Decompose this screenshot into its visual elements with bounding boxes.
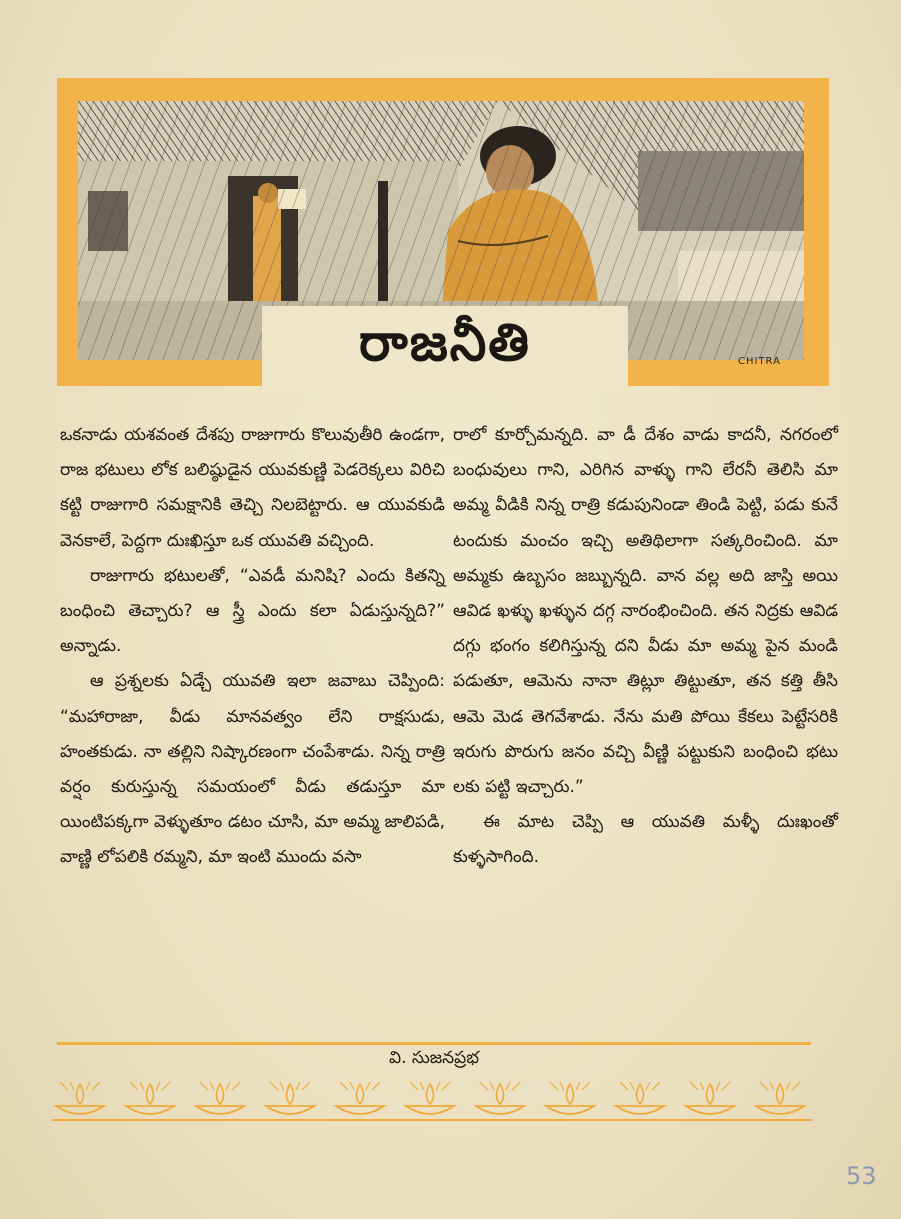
oil-lamp-icon <box>196 1082 244 1114</box>
page-number: 53 <box>846 1162 877 1190</box>
text-column-left <box>60 418 445 876</box>
paragraph: రాలో కూర్చోమన్నది. వా డీ దేశం వాడు కాదనీ, నగరంలో బంధువులు గాని, ఎరిగిన వాళ్ళు గాని లేరనీ తెలిసి మా అమ్మ వీడికి నిన్న రాత్రి కడుపునిండా తిండి పెట్టి, పడు కునే టందుకు మంచం ఇచ్చి అతిథిలాగా సత్కరించింది. మా అమ్మకు ఉబ్బసం జబ్బున్నది. వాన వల్ల అది జాస్తి అయి ఆవిడ ఖళ్ళు ఖళ్ళున దగ్గ నారంభించింది. తన నిద్రకు ఆవిడ దగ్గు భంగం కలిగిస్తున్న దని వీడు మా అమ్మ పైన మండి పడుతూ, ఆమెను నానా తిట్లూ తిట్టుతూ, తన కత్తి తీసి ఆమె మెడ తెగవేశాడు. నేను మతి పోయి కేకలు పెట్టేసరికి ఇరుగు పొరుగు జనం వచ్చి వీణ్ణి పట్టుకుని బంధించి భటు లకు పట్టి ఇచ్చారు.” <box>453 425 838 798</box>
oil-lamp-border <box>52 1076 812 1126</box>
paragraph: రాజుగారు భటులతో, “ఎవడీ మనిషి? ఎందు కితన్ని బంధించి తెచ్చారు? ఆ స్త్రీ ఎందు కలా ఏడుస్తున్నది?” అన్నాడు. <box>60 565 445 657</box>
title-box <box>262 306 628 392</box>
paragraph: ఒకనాడు యశవంత దేశపు రాజుగారు కొలువుతీరి ఉండగా, రాజ భటులు లోక బలిష్ఠుడైన యువకుణ్ణి పెడరెక్కలు విరిచి కట్టి రాజుగారి సమక్షానికి తెచ్చి నిలబెట్టారు. ఆ యువకుడి వెనకాలే, పెద్దగా దుఃఖిస్తూ ఒక యువతి వచ్చింది. <box>60 425 445 551</box>
author-byline: వి. సుజనప్రభ <box>389 1048 479 1068</box>
paragraph: ఈ మాట చెప్పి ఆ యువతి మళ్ళీ దుఃఖంతో కుళ్ళసాగింది. <box>453 812 838 868</box>
divider <box>57 1042 811 1045</box>
article-title: రాజనీతి <box>359 312 531 373</box>
oil-lamp-icon <box>266 1082 314 1114</box>
oil-lamp-icon <box>476 1082 524 1114</box>
oil-lamp-icon <box>686 1082 734 1114</box>
oil-lamp-icon <box>616 1082 664 1114</box>
oil-lamp-icon <box>126 1082 174 1114</box>
paragraph: ఆ ప్రశ్నలకు ఏడ్చే యువతి ఇలా జవాబు చెప్పింది: “మహారాజా, వీడు మానవత్వం లేని రాక్షసుడు, హంతకుడు. నా తల్లిని నిష్కారణంగా చంపేశాడు. నిన్న రాత్రి వర్షం కురుస్తున్న సమయంలో వీడు తడుస్తూ మా యింటిపక్కగా వెళ్ళుతూం డటం చూసి, మా అమ్మ జాలిపడి, వాణ్ణి లోపలికి రమ్మని, మా ఇంటి ముందు వసా <box>60 671 445 868</box>
text-column-right <box>453 418 838 876</box>
oil-lamp-icon <box>546 1082 594 1114</box>
illustrator-signature: CHITRA <box>738 356 781 367</box>
oil-lamp-icon <box>56 1082 104 1114</box>
oil-lamp-icon <box>406 1082 454 1114</box>
oil-lamp-icon <box>336 1082 384 1114</box>
oil-lamp-icon <box>756 1082 804 1114</box>
